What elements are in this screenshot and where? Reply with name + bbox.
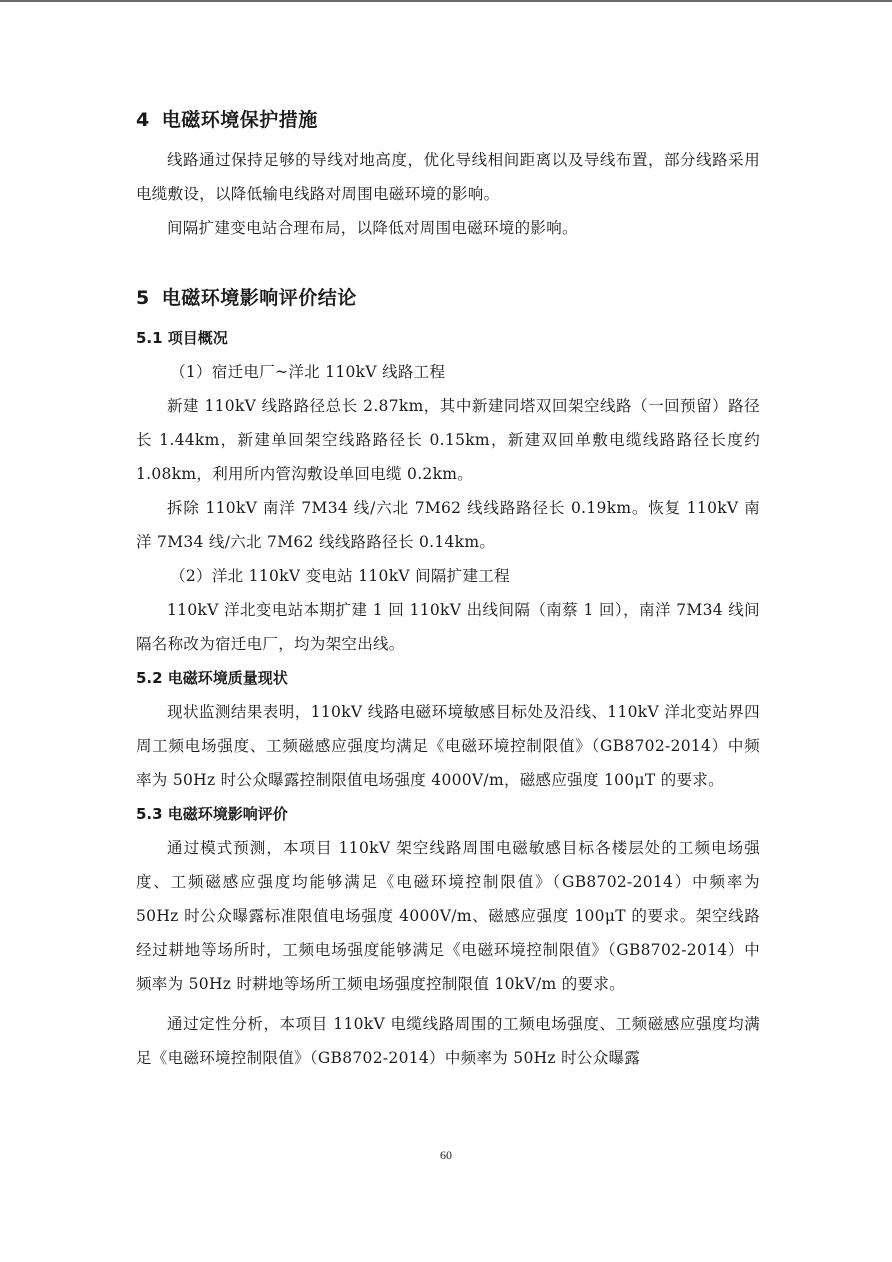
s51-item-1: （1）宿迁电厂~洋北 110kV 线路工程 (170, 363, 446, 381)
page-content (136, 103, 760, 1075)
s51-paragraph-1: 新建 110kV 线路路径总长 2.87km，其中新建同塔双回架空线路（一回预留）路径长 1.44km，新建单回架空线路路径长 0.15km，新建双回单敷电缆线路路径长度约 1.08km，利用所内管沟敷设单回电缆 0.2km。 (136, 397, 760, 483)
s4-paragraph-1: 线路通过保持足够的导线对地高度，优化导线相间距离以及导线布置，部分线路采用电缆敷设，以降低输电线路对周围电磁环境的影响。 (136, 151, 760, 203)
top-rule (0, 0, 892, 2)
section-5-2-heading: 5.2 电磁环境质量现状 (136, 669, 288, 687)
s4-paragraph-2: 间隔扩建变电站合理布局，以降低对周围电磁环境的影响。 (167, 219, 578, 237)
s51-paragraph-2: 拆除 110kV 南洋 7M34 线/六北 7M62 线线路路径长 0.19km。恢复 110kV 南洋 7M34 线/六北 7M62 线线路路径长 0.14km。 (136, 499, 760, 551)
s52-paragraph-1: 现状监测结果表明，110kV 线路电磁环境敏感目标处及沿线、110kV 洋北变站界四周工频电场强度、工频磁感应强度均满足《电磁环境控制限值》（GB8702-2014）中频率为 50Hz 时公众曝露控制限值电场强度 4000V/m，磁感应强度 100μT 的要求。 (136, 703, 760, 789)
s51-item-2: （2）洋北 110kV 变电站 110kV 间隔扩建工程 (170, 567, 510, 585)
section-5-heading: 5 电磁环境影响评价结论 (136, 287, 357, 309)
s53-paragraph-1: 通过模式预测，本项目 110kV 架空线路周围电磁敏感目标各楼层处的工频电场强度、工频磁感应强度均能够满足《电磁环境控制限值》（GB8702-2014）中频率为 50Hz 时公众曝露标准限值电场强度 4000V/m、磁感应强度 100μT 的要求。架空线路经过耕地等场所时，工频电场强度能够满足《电磁环境控制限值》（GB8702-2014）中频率为 50Hz 时耕地等场所工频电场强度控制限值 10kV/m 的要求。 (136, 839, 760, 993)
page-number: 60 (440, 1148, 452, 1162)
section-4-heading: 4 电磁环境保护措施 (136, 109, 318, 131)
s53-paragraph-2: 通过定性分析，本项目 110kV 电缆线路周围的工频电场强度、工频磁感应强度均满足《电磁环境控制限值》（GB8702-2014）中频率为 50Hz 时公众曝露 (136, 1015, 760, 1067)
section-5-1-heading: 5.1 项目概况 (136, 329, 228, 347)
s51-paragraph-3: 110kV 洋北变电站本期扩建 1 回 110kV 出线间隔（南蔡 1 回），南洋 7M34 线间隔名称改为宿迁电厂，均为架空出线。 (136, 601, 760, 653)
section-5-3-heading: 5.3 电磁环境影响评价 (136, 805, 288, 823)
